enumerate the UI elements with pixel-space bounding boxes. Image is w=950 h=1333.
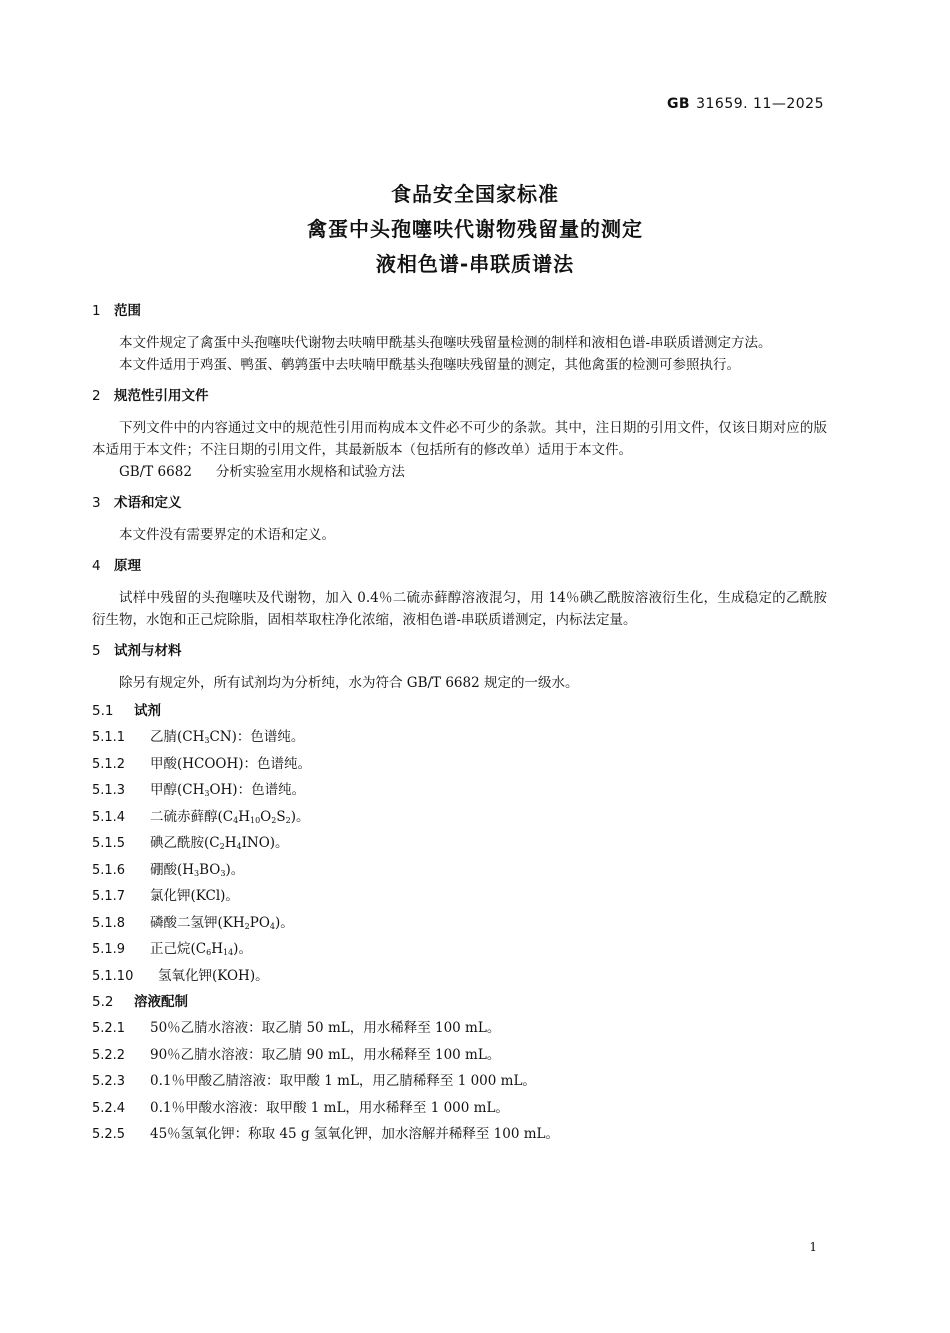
subscript: 3 xyxy=(220,868,226,878)
subsection-5-2-heading xyxy=(92,989,827,1015)
reagent-item xyxy=(92,751,827,778)
item-text: )。 xyxy=(290,808,310,825)
subscript: 6 xyxy=(206,948,212,957)
reagent-item xyxy=(92,963,827,990)
item-text: S xyxy=(276,808,286,825)
item-text: 甲酸(HCOOH)：色谱纯。 xyxy=(150,755,312,772)
section-1-heading xyxy=(92,300,827,322)
item-text: H xyxy=(224,835,237,851)
subscript: 3 xyxy=(204,789,210,798)
reagent-item xyxy=(92,857,827,884)
item-text: 0.1％甲酸乙腈溶液：取甲酸 1 mL，用乙腈稀释至 1 000 mL。 xyxy=(150,1073,536,1089)
solution-item xyxy=(92,1015,827,1042)
subscript: 10 xyxy=(249,815,261,825)
section-number: 2 xyxy=(92,388,101,404)
subscript: 3 xyxy=(204,736,210,745)
item-text: PO xyxy=(249,914,270,931)
section-number: 5 xyxy=(92,643,101,659)
item-number: 5.1.8 xyxy=(92,915,126,931)
item-text: 二硫赤藓醇(C xyxy=(150,808,234,825)
item-text: 正己烷(C xyxy=(150,941,207,957)
solution-item xyxy=(92,1121,827,1148)
item-text: )。 xyxy=(233,941,252,957)
principle-paragraph: 试样中残留的头孢噻呋及代谢物，加入 0.4％二硫赤藓醇溶液混匀，用 14％碘乙酰胺溶液衍生化，生成稳定的乙酰胺衍生物，水饱和正己烷除脂，固相萃取柱净化浓缩，液相色谱-串联质谱测定，内标法定量。 xyxy=(92,590,827,628)
item-number: 5.1.9 xyxy=(92,942,126,957)
reagent-item xyxy=(92,777,827,804)
item-number: 5.1.3 xyxy=(92,783,126,798)
references-paragraph: 下列文件中的内容通过文中的规范性引用而构成本文件必不可少的条款。其中，注日期的引用文件，仅该日期对应的版本适用于本文件；不注日期的引用文件，其最新版本（包括所有的修改单）适用于本文件。 xyxy=(92,420,827,458)
page-number: 1 xyxy=(809,1240,817,1254)
terms-paragraph: 本文件没有需要界定的术语和定义。 xyxy=(119,527,335,543)
item-text: OH)：色谱纯。 xyxy=(209,782,306,798)
section-number: 3 xyxy=(92,495,101,511)
subsection-title: 试剂 xyxy=(134,703,161,719)
item-number: 5.1.10 xyxy=(92,968,134,984)
reagent-item xyxy=(92,804,827,831)
item-text: CN)：色谱纯。 xyxy=(209,729,305,745)
standard-number: 31659. 11—2025 xyxy=(696,96,824,112)
item-text: 90％乙腈水溶液：取乙腈 90 mL，用水稀释至 100 mL。 xyxy=(150,1046,501,1063)
subsection-number: 5.1 xyxy=(92,703,114,719)
item-text: 硼酸(H xyxy=(150,861,195,878)
reagent-item xyxy=(92,910,827,937)
item-text: 50％乙腈水溶液：取乙腈 50 mL，用水稀释至 100 mL。 xyxy=(150,1020,501,1036)
subscript: 2 xyxy=(271,815,277,825)
reference-code: GB/T 6682 xyxy=(119,464,192,480)
item-text: H xyxy=(238,808,250,825)
item-number: 5.2.4 xyxy=(92,1100,126,1116)
reagent-item xyxy=(92,936,827,963)
item-text: 碘乙酰胺(C xyxy=(150,835,220,851)
section-number: 4 xyxy=(92,558,101,574)
item-number: 5.1.2 xyxy=(92,756,126,772)
item-text: 0.1％甲酸水溶液：取甲酸 1 mL，用水稀释至 1 000 mL。 xyxy=(150,1099,509,1116)
item-text: INO)。 xyxy=(241,835,289,851)
standard-code xyxy=(667,96,824,112)
subscript: 2 xyxy=(244,921,250,931)
subscript: 14 xyxy=(222,948,234,957)
section-3-heading xyxy=(92,492,827,514)
item-text: H xyxy=(211,941,223,957)
subscript: 2 xyxy=(285,815,291,825)
section-number: 1 xyxy=(92,303,101,319)
document-title xyxy=(0,177,950,282)
item-number: 5.2.3 xyxy=(92,1074,126,1089)
title-line-3: 液相色谱-串联质谱法 xyxy=(375,252,575,276)
subsection-number: 5.2 xyxy=(92,994,114,1010)
item-number: 5.1.7 xyxy=(92,889,126,904)
title-line-1: 食品安全国家标准 xyxy=(391,182,559,206)
standard-prefix: GB xyxy=(666,96,691,112)
solution-item xyxy=(92,1068,827,1095)
solution-item xyxy=(92,1095,827,1122)
scope-paragraph-2: 本文件适用于鸡蛋、鸭蛋、鹌鹑蛋中去呋喃甲酰基头孢噻呋残留量的测定，其他禽蛋的检测可参照执行。 xyxy=(119,357,740,373)
subscript: 2 xyxy=(219,842,225,851)
item-number: 5.1.6 xyxy=(92,862,126,878)
item-text: )。 xyxy=(225,861,245,878)
item-text: 甲醇(CH xyxy=(150,782,205,798)
section-2-heading xyxy=(92,385,827,407)
reference-entry xyxy=(92,461,827,483)
item-text: 氯化钾(KCl)。 xyxy=(150,888,239,904)
section-title: 原理 xyxy=(114,558,141,574)
item-text: O xyxy=(260,808,272,825)
section-title: 规范性引用文件 xyxy=(114,388,209,404)
section-title: 范围 xyxy=(114,303,141,319)
item-text: 磷酸二氢钾(KH xyxy=(150,914,245,931)
item-number: 5.1.5 xyxy=(92,836,126,851)
subscript: 4 xyxy=(269,921,275,931)
item-number: 5.2.5 xyxy=(92,1127,126,1142)
subscript: 3 xyxy=(194,868,200,878)
title-line-2: 禽蛋中头孢噻呋代谢物残留量的测定 xyxy=(307,217,643,241)
subscript: 4 xyxy=(233,815,239,825)
section-title: 术语和定义 xyxy=(114,495,182,511)
subsection-title: 溶液配制 xyxy=(134,994,188,1010)
item-text: BO xyxy=(199,861,221,878)
item-text: 45％氢氧化钾：称取 45 g 氢氧化钾，加水溶解并稀释至 100 mL。 xyxy=(150,1126,559,1142)
item-text: )。 xyxy=(274,914,294,931)
subsection-5-1-heading xyxy=(92,698,827,724)
item-text: 乙腈(CH xyxy=(150,729,205,745)
reference-title: 分析实验室用水规格和试验方法 xyxy=(215,464,405,480)
item-number: 5.1.4 xyxy=(92,809,126,825)
section-title: 试剂与材料 xyxy=(114,643,182,659)
item-text: 氢氧化钾(KOH)。 xyxy=(158,967,269,984)
section-5-heading xyxy=(92,640,827,662)
item-number: 5.2.2 xyxy=(92,1047,126,1063)
reagent-item xyxy=(92,883,827,910)
item-number: 5.2.1 xyxy=(92,1021,126,1036)
scope-paragraph-1: 本文件规定了禽蛋中头孢噻呋代谢物去呋喃甲酰基头孢噻呋残留量检测的制样和液相色谱-串联质谱测定方法。 xyxy=(119,335,772,351)
solution-item xyxy=(92,1042,827,1069)
section-4-heading xyxy=(92,555,827,577)
subscript: 4 xyxy=(236,842,242,851)
item-number: 5.1.1 xyxy=(92,730,126,745)
document-body xyxy=(92,300,827,1148)
reagent-item xyxy=(92,724,827,751)
reagents-intro-paragraph: 除另有规定外，所有试剂均为分析纯，水为符合 GB/T 6682 规定的一级水。 xyxy=(119,675,579,691)
reagent-item xyxy=(92,830,827,857)
